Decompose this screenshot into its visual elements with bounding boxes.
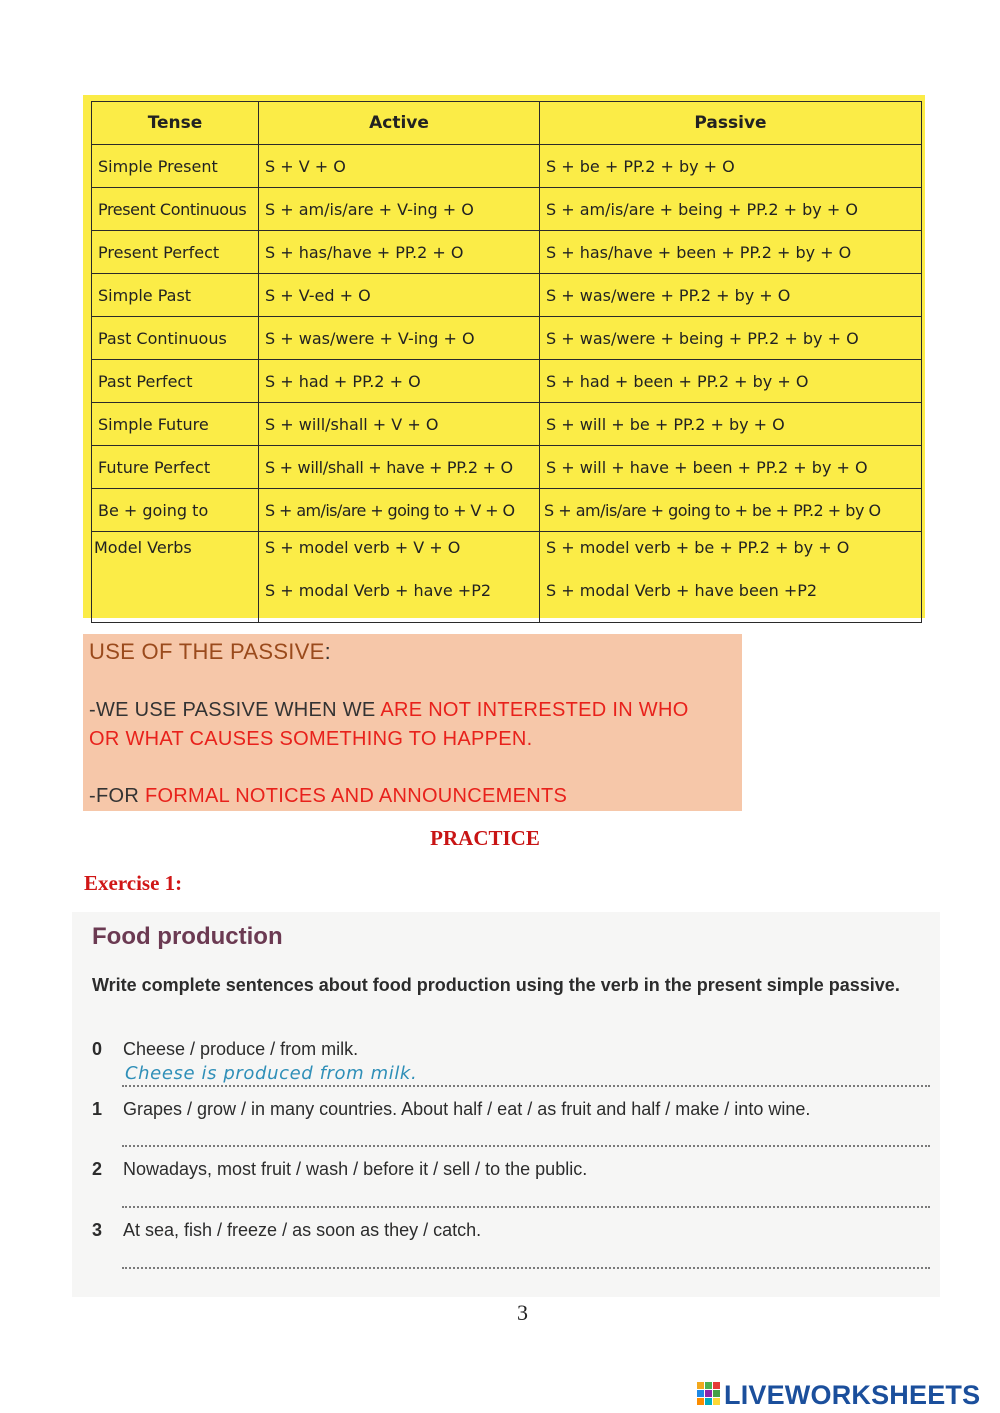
use-line-1-prefix: -WE USE PASSIVE WHEN WE <box>89 699 381 721</box>
food-production-title: Food production <box>92 923 283 950</box>
header-active: Active <box>259 102 540 145</box>
item-prompt: Cheese / produce / from milk. <box>123 1039 359 1059</box>
tense-cell: Simple Future <box>92 403 259 446</box>
modal-passive-2: S + modal Verb + have been +P2 <box>546 581 818 600</box>
answer-line-3[interactable] <box>122 1267 930 1269</box>
active-cell: S + has/have + PP.2 + O <box>259 231 540 274</box>
table-row <box>92 403 922 446</box>
example-answer: Cheese is produced from milk. <box>125 1063 418 1084</box>
passive-cell: S + be + PP.2 + by + O <box>540 145 922 188</box>
passive-cell: S + was/were + PP.2 + by + O <box>540 274 922 317</box>
use-title-colon: : <box>324 639 332 664</box>
passive-cell: S + will + have + been + PP.2 + by + O <box>540 446 922 489</box>
passive-cell <box>540 532 922 623</box>
table-row <box>92 188 922 231</box>
use-line-1 <box>89 699 689 722</box>
active-cell: S + V + O <box>259 145 540 188</box>
liveworksheets-wordmark: LIVEWORKSHEETS <box>724 1380 981 1410</box>
table-row-modal <box>92 532 922 623</box>
active-cell: S + am/is/are + V-ing + O <box>259 188 540 231</box>
use-line-3-prefix: -FOR <box>89 785 145 807</box>
table-row <box>92 360 922 403</box>
use-title-text: USE OF THE PASSIVE <box>89 639 325 664</box>
tense-cell: Present Perfect <box>92 231 259 274</box>
modal-active-1: S + model verb + V + O <box>265 538 461 557</box>
item-prompt: At sea, fish / freeze / as soon as they / catch. <box>123 1220 482 1240</box>
item-prompt: Grapes / grow / in many countries. About half / eat / as fruit and half / make / into wine. <box>123 1099 811 1119</box>
table-row <box>92 489 922 532</box>
use-line-3-highlight: FORMAL NOTICES AND ANNOUNCEMENTS <box>144 785 568 807</box>
liveworksheets-brand <box>697 1379 997 1409</box>
item-prompt: Nowadays, most fruit / wash / before it / sell / to the public. <box>123 1159 588 1179</box>
item-number: 0 <box>92 1039 103 1059</box>
modal-passive-1: S + model verb + be + PP.2 + by + O <box>546 538 850 557</box>
tense-cell: Simple Past <box>92 274 259 317</box>
answer-line-0 <box>122 1085 930 1087</box>
page-number: 3 <box>517 1300 528 1325</box>
table-row <box>92 317 922 360</box>
exercise-label: Exercise 1: <box>84 871 183 895</box>
header-tense: Tense <box>92 102 259 145</box>
passive-cell: S + has/have + been + PP.2 + by + O <box>540 231 922 274</box>
table-row <box>92 274 922 317</box>
active-cell: S + was/were + V-ing + O <box>259 317 540 360</box>
table-header-row <box>92 102 922 145</box>
passive-cell: S + am/is/are + being + PP.2 + by + O <box>540 188 922 231</box>
tense-cell: Simple Present <box>92 145 259 188</box>
answer-line-1[interactable] <box>122 1145 930 1147</box>
tense-cell: Be + going to <box>92 489 259 532</box>
passive-cell: S + will + be + PP.2 + by + O <box>540 403 922 446</box>
modal-tense-label: Model Verbs <box>94 538 192 557</box>
tense-cell: Future Perfect <box>92 446 259 489</box>
modal-active-2: S + modal Verb + have +P2 <box>265 581 492 600</box>
use-line-1-highlight: ARE NOT INTERESTED IN WHO <box>380 699 689 721</box>
practice-heading: PRACTICE <box>430 826 540 850</box>
table-row <box>92 446 922 489</box>
use-line-3 <box>89 785 567 808</box>
answer-line-2[interactable] <box>122 1206 930 1208</box>
active-cell: S + V-ed + O <box>259 274 540 317</box>
header-passive: Passive <box>540 102 922 145</box>
tense-cell: Present Continuous <box>92 188 259 231</box>
table-row <box>92 145 922 188</box>
use-of-passive-title <box>89 639 331 665</box>
item-number: 1 <box>92 1099 103 1119</box>
passive-cell: S + was/were + being + PP.2 + by + O <box>540 317 922 360</box>
active-cell: S + will/shall + have + PP.2 + O <box>259 446 540 489</box>
tense-cell: Past Perfect <box>92 360 259 403</box>
active-cell: S + had + PP.2 + O <box>259 360 540 403</box>
liveworksheets-logo-icon <box>697 1382 721 1406</box>
tense-table <box>91 101 922 623</box>
active-cell <box>259 532 540 623</box>
item-number: 3 <box>92 1220 103 1240</box>
tense-table-panel <box>83 95 925 618</box>
table-row <box>92 231 922 274</box>
tense-cell: Past Continuous <box>92 317 259 360</box>
passive-cell: S + had + been + PP.2 + by + O <box>540 360 922 403</box>
item-number: 2 <box>92 1159 103 1179</box>
passive-cell: S + am/is/are + going to + be + PP.2 + by O <box>540 489 922 532</box>
use-of-passive-box <box>83 634 742 811</box>
exercise-instructions: Write complete sentences about food production using the verb in the present simple passive. <box>92 975 900 995</box>
tense-cell <box>92 532 259 623</box>
active-cell: S + will/shall + V + O <box>259 403 540 446</box>
use-line-2: OR WHAT CAUSES SOMETHING TO HAPPEN. <box>89 728 533 750</box>
active-cell: S + am/is/are + going to + V + O <box>259 489 540 532</box>
